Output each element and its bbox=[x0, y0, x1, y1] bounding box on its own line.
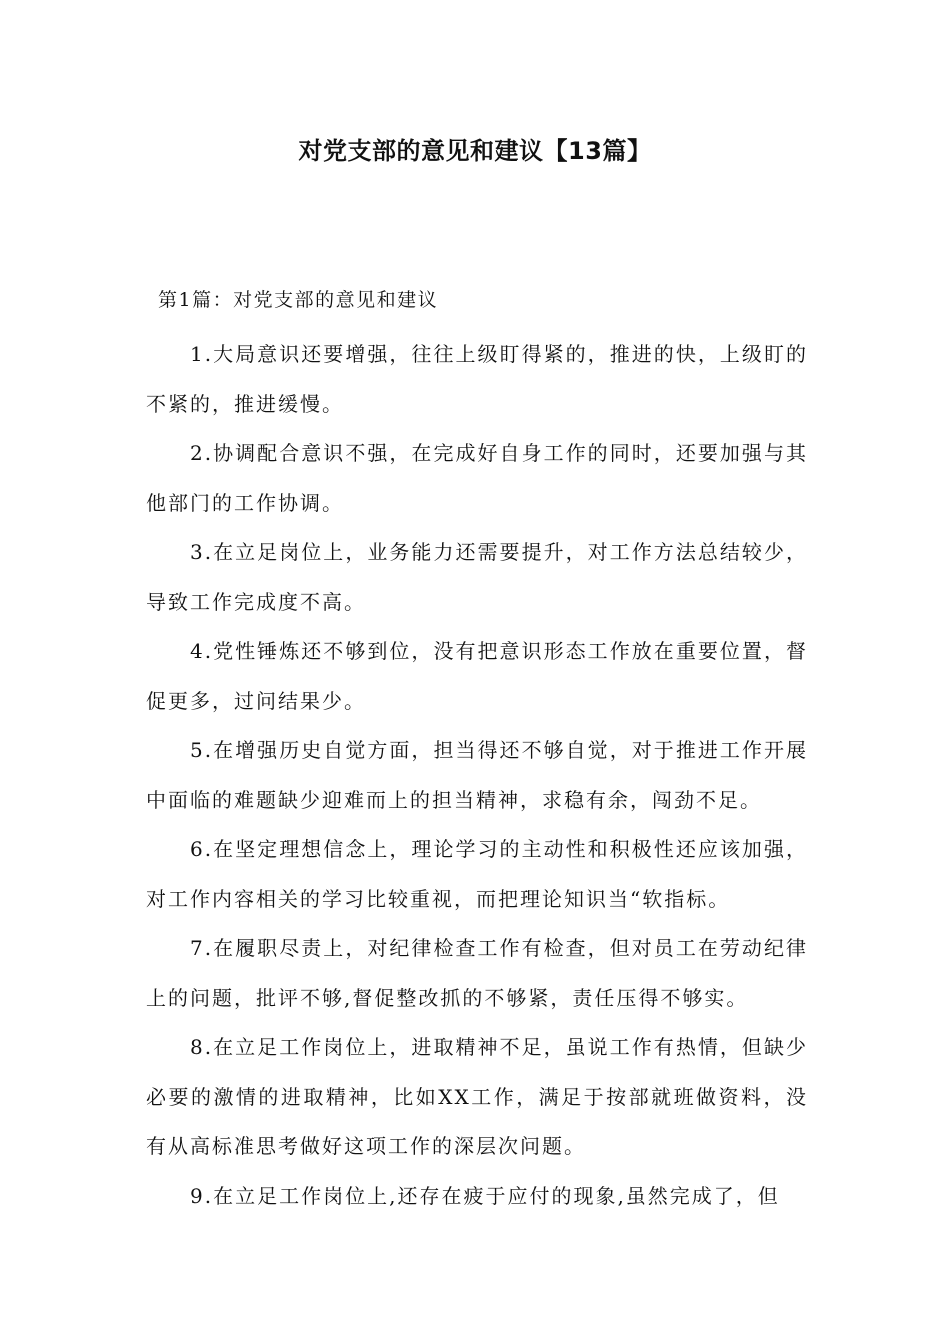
list-item: 4.党性锤炼还不够到位，没有把意识形态工作放在重要位置，督促更多，过问结果少。 bbox=[146, 639, 808, 713]
list-item: 5.在增强历史自觉方面，担当得还不够自觉，对于推进工作开展中面临的难题缺少迎难而上的担当精神，求稳有余，闯劲不足。 bbox=[146, 738, 808, 812]
list-item: 3.在立足岗位上，业务能力还需要提升，对工作方法总结较少，导致工作完成度不高。 bbox=[146, 540, 808, 614]
list-item: 2.协调配合意识不强，在完成好自身工作的同时，还要加强与其他部门的工作协调。 bbox=[146, 441, 808, 515]
list-item: 7.在履职尽责上，对纪律检查工作有检查，但对员工在劳动纪律上的问题，批评不够,督促整改抓的不够紧，责任压得不够实。 bbox=[146, 936, 808, 1010]
list-item: 8.在立足工作岗位上，进取精神不足，虽说工作有热情，但缺少必要的激情的进取精神，比如XX工作，满足于按部就班做资料，没有从高标准思考做好这项工作的深层次问题。 bbox=[146, 1035, 808, 1158]
document-title: 对党支部的意见和建议【13篇】 bbox=[298, 137, 652, 165]
list-item: 6.在坚定理想信念上，理论学习的主动性和积极性还应该加强，对工作内容相关的学习比较重视，而把理论知识当“软指标。 bbox=[146, 837, 808, 911]
opinion-list bbox=[146, 330, 808, 1221]
section-heading: 第1篇：对党支部的意见和建议 bbox=[158, 289, 439, 311]
list-item: 9.在立足工作岗位上,还存在疲于应付的现象,虽然完成了，但 bbox=[190, 1183, 780, 1208]
list-item: 1.大局意识还要增强，往往上级盯得紧的，推进的快，上级盯的不紧的，推进缓慢。 bbox=[146, 342, 808, 416]
